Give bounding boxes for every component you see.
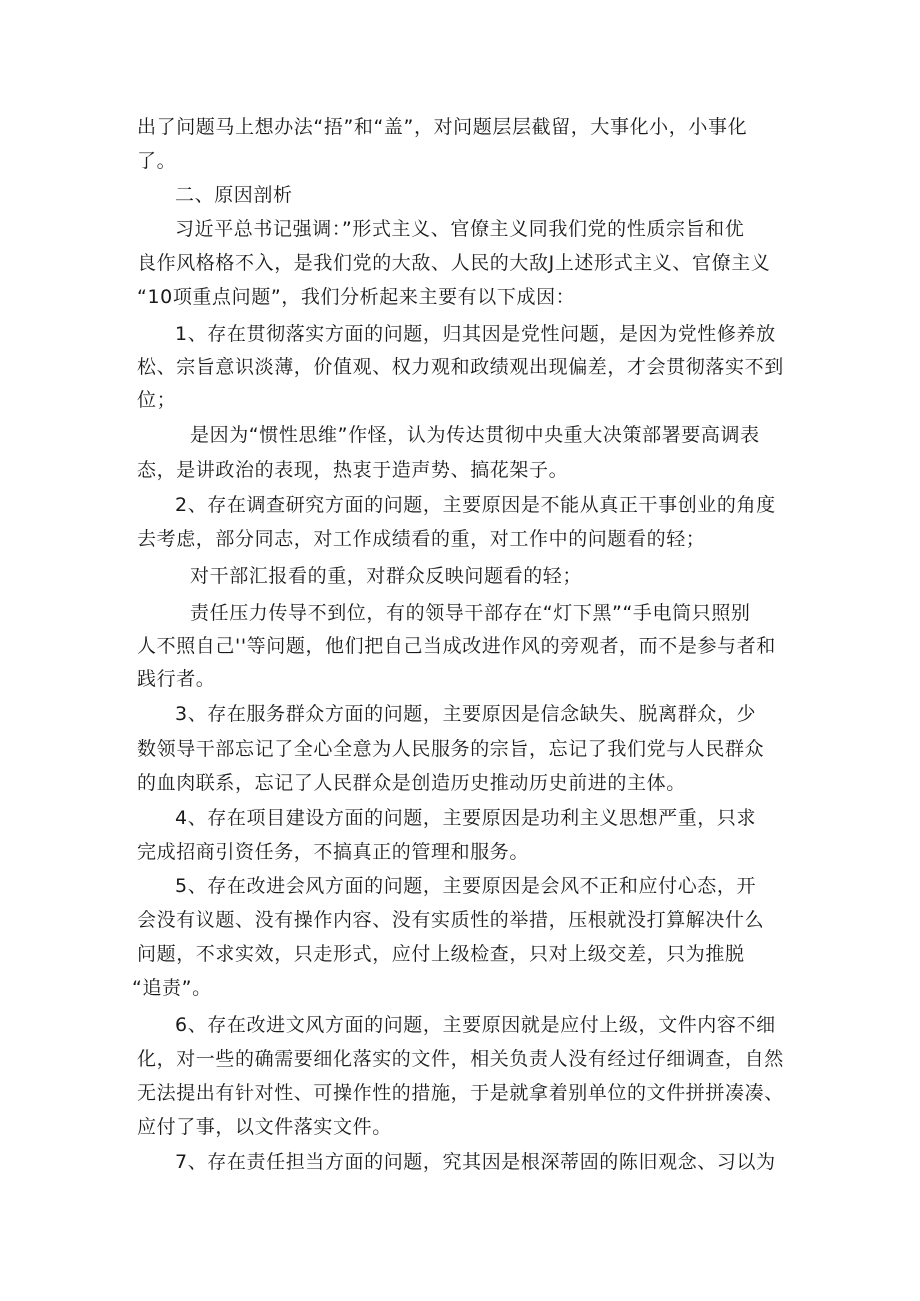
text-line: 完成招商引资任务，不搞真正的管理和服务。 [137, 841, 530, 863]
text-line: 1、存在贯彻落实方面的问题，归其因是党性问题，是因为党性修养放 [175, 323, 776, 345]
text-line: “10项重点问题”，我们分析起来主要有以下成因： [137, 286, 576, 308]
text-line: 6、存在改进文风方面的问题，主要原因就是应付上级，文件内容不细 [175, 1014, 776, 1036]
text-line: 良作风格格不入，是我们党的大敌、人民的大敌J上述形式主义、官僚主义 [137, 252, 771, 274]
text-line: 会没有议题、没有操作内容、没有实质性的举措，压根就没打算解决什么 [137, 909, 765, 931]
text-line: 责任压力传导不到位，有的领导干部存在“灯下黑”“手电筒只照别 [190, 602, 751, 624]
text-line: 是因为“惯性思维”作怪，认为传达贯彻中央重大决策部署要高调表 [190, 424, 760, 446]
text-line: 数领导干部忘记了全心全意为人民服务的宗旨，忘记了我们党与人民群众 [137, 738, 765, 760]
text-line: 化，对一些的确需要细化落实的文件，相关负责人没有经过仔细调查，自然 [137, 1048, 784, 1070]
text-line: 4、存在项目建设方面的问题，主要原因是功利主义思想严重，只求 [175, 807, 757, 829]
text-line: 松、宗旨意识淡薄，价值观、权力观和政绩观出现偏差，才会贯彻落实不到 [137, 356, 784, 378]
text-line: 问题，不求实效，只走形式，应付上级检查，只对上级交差，只为推脱 [137, 943, 745, 965]
text-line: 应付了事，以文件落实文件。 [137, 1116, 392, 1138]
text-line: 人不照自己''等问题，他们把自己当成改进作风的旁观者，而不是参与者和 [137, 635, 776, 657]
text-line: 5、存在改进会风方面的问题，主要原因是会风不正和应付心态，开 [175, 875, 757, 897]
text-line: 2、存在调查研究方面的问题，主要原因是不能从真正干事创业的角度 [175, 494, 776, 516]
text-line: “追责”。 [132, 977, 212, 999]
text-line: 对干部汇报看的重，对群众反映问题看的轻； [190, 565, 583, 587]
text-line: 无法提出有针对性、可操作性的措施，于是就拿着别单位的文件拼拼凑凑、 [137, 1082, 784, 1104]
text-line: 践行者。 [137, 668, 216, 690]
text-line: 态，是讲政治的表现，热衷于造声势、搞花架子。 [137, 459, 569, 481]
text-line: 3、存在服务群众方面的问题，主要原因是信念缺失、脱离群众，少 [175, 703, 757, 725]
section-heading: 二、原因剖析 [175, 184, 293, 206]
text-line: 7、存在责任担当方面的问题，究其因是根深蒂固的陈旧观念、习以为 [175, 1151, 776, 1173]
text-line: 了。 [137, 150, 177, 172]
text-line: 去考虑，部分同志，对工作成绩看的重，对工作中的问题看的轻； [137, 528, 706, 550]
text-line: 位； [137, 389, 177, 411]
text-line: 习近平总书记强调：”形式主义、官僚主义同我们党的性质宗旨和优 [175, 218, 745, 240]
text-line: 出了问题马上想办法“捂”和“盖”，对问题层层截留，大事化小，小事化 [137, 116, 748, 138]
text-line: 的血肉联系，忘记了人民群众是创造历史推动历史前进的主体。 [137, 772, 686, 794]
